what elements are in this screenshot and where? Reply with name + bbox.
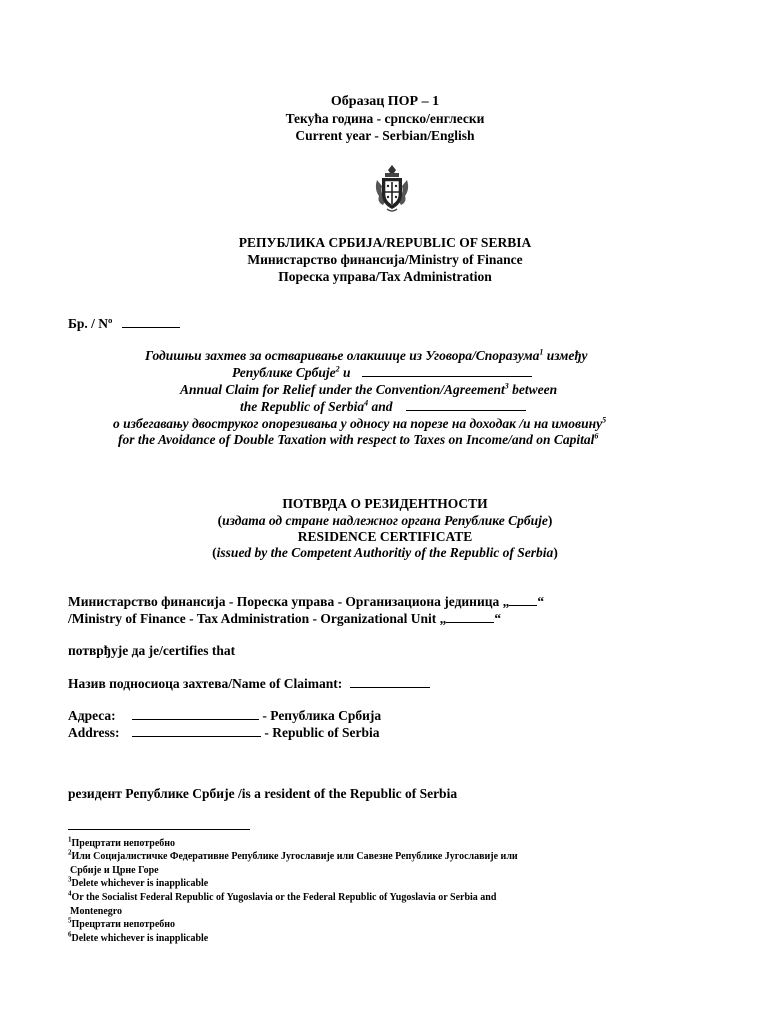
- certificate-subtitle-sr: (издата од стране надлежног органа Републике Србије): [217, 513, 553, 528]
- year-line-en: Current year - Serbian/English: [295, 128, 475, 143]
- number-row: [68, 316, 180, 332]
- unit-field-en[interactable]: [446, 611, 494, 623]
- footnote: $^6$Delete whichever is inapplicable: [68, 930, 209, 944]
- claim-line-5: о избегавању двоструког опорезивања у односу на порезе на доходак /и на имовину$^5$: [113, 415, 607, 431]
- address-field-sr[interactable]: [132, 708, 259, 720]
- certificate-subtitle-en: (issued by the Competent Authoritiy of the Republic of Serbia): [212, 545, 558, 560]
- footnote: Montenegro: [70, 906, 123, 917]
- address-line-sr: Адреса: - Република Србија: [68, 708, 382, 723]
- number-label: Бр. / Nº: [68, 316, 113, 331]
- footnote: $^4$Or the Socialist Federal Republic of Yugoslavia or the Federal Republic of Yugoslavia or Serbia and: [68, 889, 497, 903]
- unit-line-en: /Ministry of Finance - Tax Administration - Organizational Unit „ “: [68, 611, 502, 626]
- claim-line-4: the Republic of Serbia$^4$ and: [240, 399, 526, 415]
- address-field-en[interactable]: [132, 725, 261, 737]
- claim-line-6: for the Avoidance of Double Taxation with respect to Taxes on Income/and on Capital$^6$: [118, 431, 599, 447]
- footnote-divider: [68, 829, 250, 830]
- footnote: $^5$Прецртати непотребно: [68, 916, 176, 930]
- ministry-title: Министарство финансија/Ministry of Finance: [247, 252, 523, 267]
- country-title: РЕПУБЛИКА СРБИЈА/REPUBLIC OF SERBIA: [238, 235, 532, 250]
- number-field[interactable]: [122, 316, 180, 328]
- resident-line: резидент Републике Србије /is a resident of the Republic of Serbia: [68, 786, 458, 801]
- claim-line-3: Annual Claim for Relief under the Convention/Agreement$^3$ between: [180, 381, 558, 397]
- claim-line-1: Годишњи захтев за остваривање олакшице из Уговора/Споразума$^1$ између: [145, 347, 588, 363]
- form-name: Образац ПОР – 1: [330, 94, 440, 109]
- claim-line-2: Републике Србије$^2$ и: [232, 365, 532, 381]
- partner-country-field-sr[interactable]: [362, 365, 532, 377]
- admin-title: Пореска управа/Tax Administration: [278, 269, 492, 284]
- unit-field-sr[interactable]: [509, 594, 537, 606]
- footnote: $^1$Прецртати непотребно: [68, 835, 176, 849]
- certificate-title-en: RESIDENCE CERTIFICATE: [297, 529, 473, 544]
- partner-country-field-en[interactable]: [406, 399, 526, 411]
- address-line-en: Address: - Republic of Serbia: [68, 725, 380, 740]
- footnote: Србије и Црне Горе: [70, 865, 159, 876]
- unit-line-sr: Министарство финансија - Пореска управа - Организациона јединица „ “: [68, 594, 545, 609]
- footnote: $^3$Delete whichever is inapplicable: [68, 875, 209, 889]
- claimant-name-field[interactable]: [350, 676, 430, 688]
- certificate-title-sr: ПОТВРДА О РЕЗИДЕНТНОСТИ: [282, 496, 488, 511]
- claimant-line: Назив подносиоца захтева/Name of Claimant:: [68, 676, 430, 692]
- footnote: $^2$Или Социјалистичке Федеративне Републике Југославије или Савезне Републике Југославије или: [68, 848, 518, 862]
- serbia-coat-of-arms-icon: [374, 164, 410, 214]
- year-line-sr: Текућа година - српско/енглески: [285, 111, 485, 126]
- certifies-line: потврђује да је/certifies that: [68, 643, 236, 658]
